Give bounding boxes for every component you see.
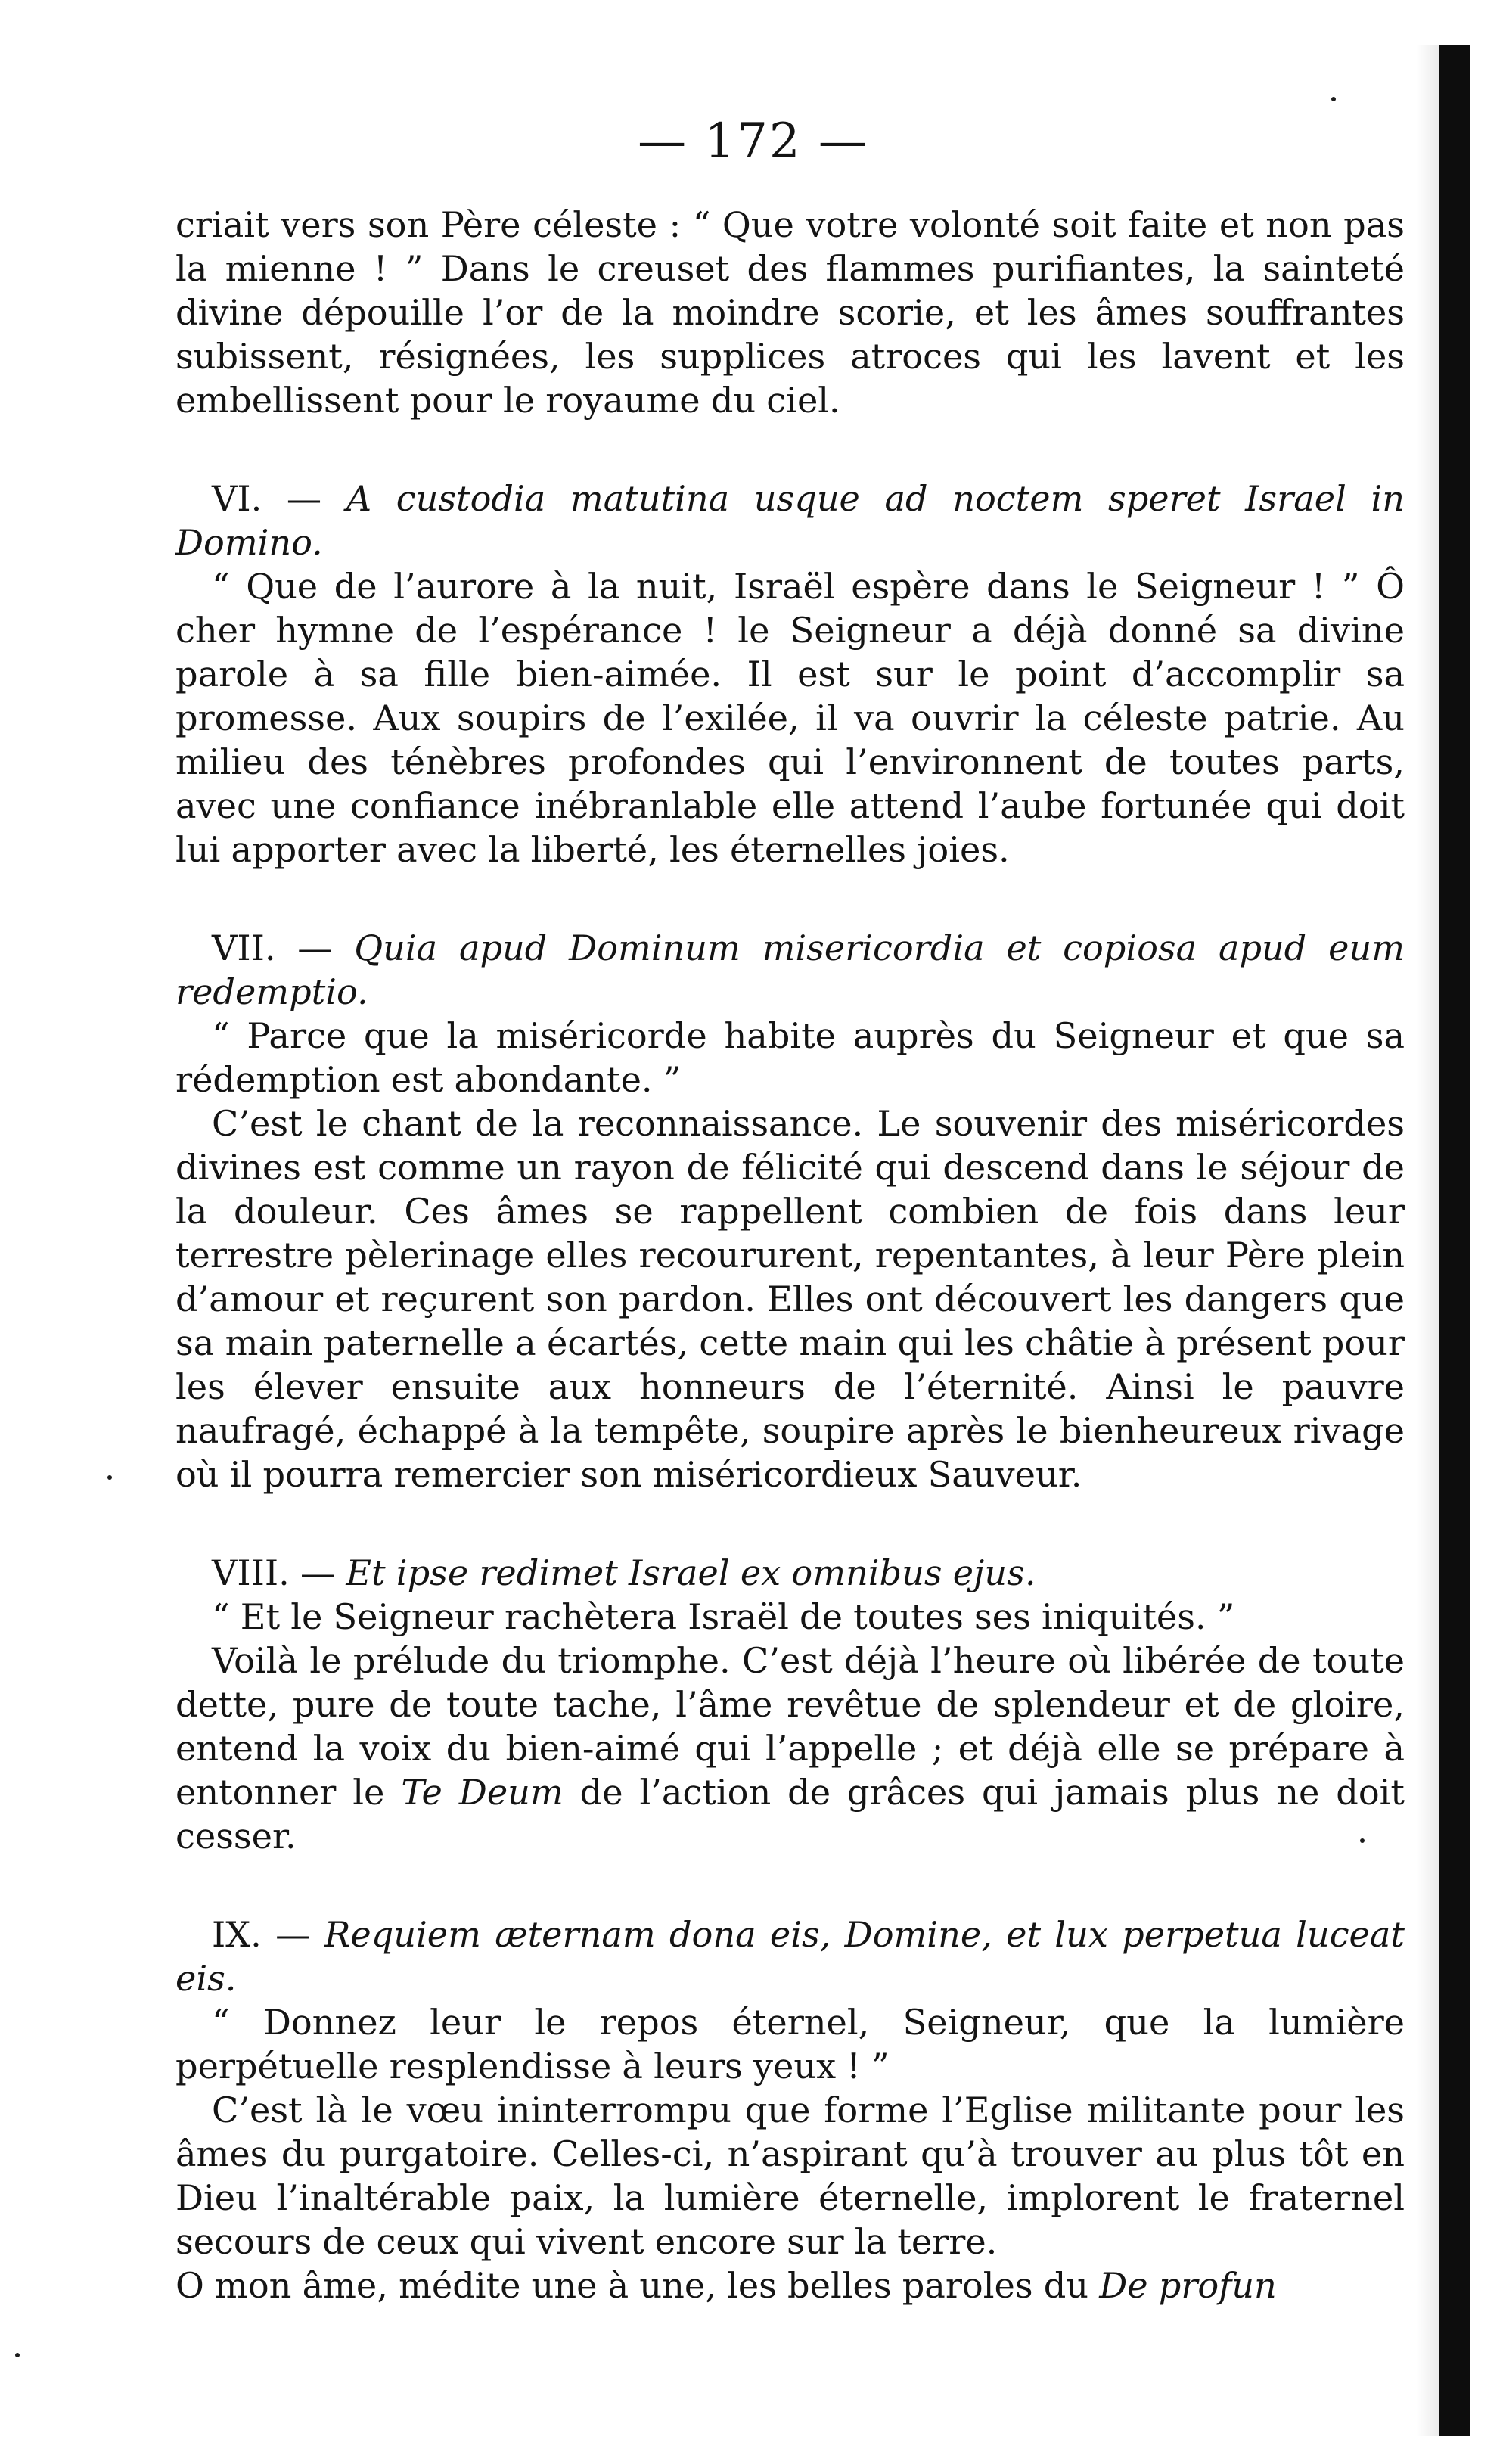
closing-text: O mon âme, médite une à une, les belles paroles du: [175, 2265, 1089, 2306]
de-profundis-title: De profun: [1099, 2265, 1277, 2306]
latin-verse: Et ipse redimet Israel ex omnibus ejus.: [346, 1552, 1036, 1593]
verse-vi-heading: VI. — A custodia matutina usque ad noctem speret Israel in Domino.: [175, 478, 1405, 563]
verse-ix-translation: “ Donnez leur le repos éternel, Seigneur, que la lumière perpétuelle resplendisse à leurs yeux ! ”: [175, 2002, 1405, 2086]
verse-number: VII.: [212, 927, 276, 968]
commentary-text-end: de l’action de grâces qui jamais plus ne doit cesser.: [175, 1772, 1405, 1857]
paragraph-continuation: criait vers son Père céleste : “ Que votre volonté soit faite et non pas la mienne ! ” Dans le creuset des flammes purifiantes, la sainteté divine dépouille l’or de la moindre scorie, et les âmes souffrantes subissent, résignées, les supplices atroces qui les lavent et les embellissent pour le royaume du ciel.: [175, 204, 1405, 421]
page-binding-edge: [1439, 45, 1470, 2436]
commentary-text: Voilà le prélude du triomphe. C’est déjà l’heure où libérée de toute dette, pure de toute tache, l’âme revêtue de splendeur et de gloire, entend la voix du bien-aimé qui l’appelle ; et déjà elle se prépare à entonner le: [175, 1640, 1405, 1813]
verse-viii-commentary: [175, 1639, 1405, 1858]
page-gutter-shadow: [1416, 45, 1439, 2436]
verse-vii-translation: “ Parce que la miséricorde habite auprès du Seigneur et que sa rédemption est abondante. ”: [175, 1015, 1405, 1100]
te-deum-title: Te Deum: [401, 1772, 564, 1813]
closing-line: [175, 2264, 1405, 2307]
print-speck: [107, 1475, 112, 1480]
latin-verse: A custodia matutina usque ad noctem speret Israel in Domino.: [175, 478, 1405, 563]
verse-number: IX.: [212, 1914, 262, 1955]
print-speck: [1360, 1838, 1365, 1843]
latin-verse: Quia apud Dominum misericordia et copiosa apud eum redemptio.: [175, 927, 1405, 1012]
print-speck: [1331, 97, 1336, 101]
page-number: — 172 —: [638, 113, 868, 169]
verse-vii-commentary: C’est le chant de la reconnaissance. Le souvenir des miséricordes divines est comme un rayon de félicité qui descend dans le séjour de la douleur. Ces âmes se rappellent combien de fois dans leur terrestre pèlerinage elles recoururent, repentantes, à leur Père plein d’amour et reçurent son pardon. Elles ont découvert les dangers que sa main paternelle a écartés, cette main qui les châtie à présent pour les élever ensuite aux honneurs de l’éternité. Ainsi le pauvre naufragé, échappé à la tempête, soupire après le bienheureux rivage où il pourra remercier son miséricordieux Sauveur.: [175, 1103, 1405, 1495]
verse-number: VIII.: [212, 1552, 290, 1593]
latin-verse: Requiem æternam dona eis, Domine, et lux perpetua luceat eis.: [175, 1914, 1405, 1999]
print-speck: [15, 2353, 20, 2357]
verse-ix-commentary: C’est là le vœu ininterrompu que forme l’Eglise militante pour les âmes du purgatoire. Celles-ci, n’aspirant qu’à trouver au plus tôt en Dieu l’inaltérable paix, la lumière éternelle, implorent le fraternel secours de ceux qui vivent encore sur la terre.: [175, 2090, 1405, 2262]
verse-number: VI.: [212, 478, 262, 519]
verse-vi-commentary: “ Que de l’aurore à la nuit, Israël espère dans le Seigneur ! ” Ô cher hymne de l’espérance ! le Seigneur a déjà donné sa divine parole à sa fille bien-aimée. Il est sur le point d’accomplir sa promesse. Aux soupirs de l’exilée, il va ouvrir la céleste patrie. Au milieu des ténèbres profondes qui l’environnent de toutes parts, avec une confiance inébranlable elle attend l’aube fortunée qui doit lui apporter avec la liberté, les éternelles joies.: [175, 566, 1405, 870]
verse-ix-heading: IX. — Requiem æternam dona eis, Domine, et lux perpetua luceat eis.: [175, 1914, 1405, 1999]
verse-viii-translation: “ Et le Seigneur rachètera Israël de toutes ses iniquités. ”: [212, 1596, 1235, 1637]
verse-vii-heading: VII. — Quia apud Dominum misericordia et copiosa apud eum redemptio.: [175, 927, 1405, 1012]
verse-viii-heading: VIII. — Et ipse redimet Israel ex omnibus ejus.: [212, 1552, 1036, 1593]
body-text: [175, 203, 1405, 2307]
